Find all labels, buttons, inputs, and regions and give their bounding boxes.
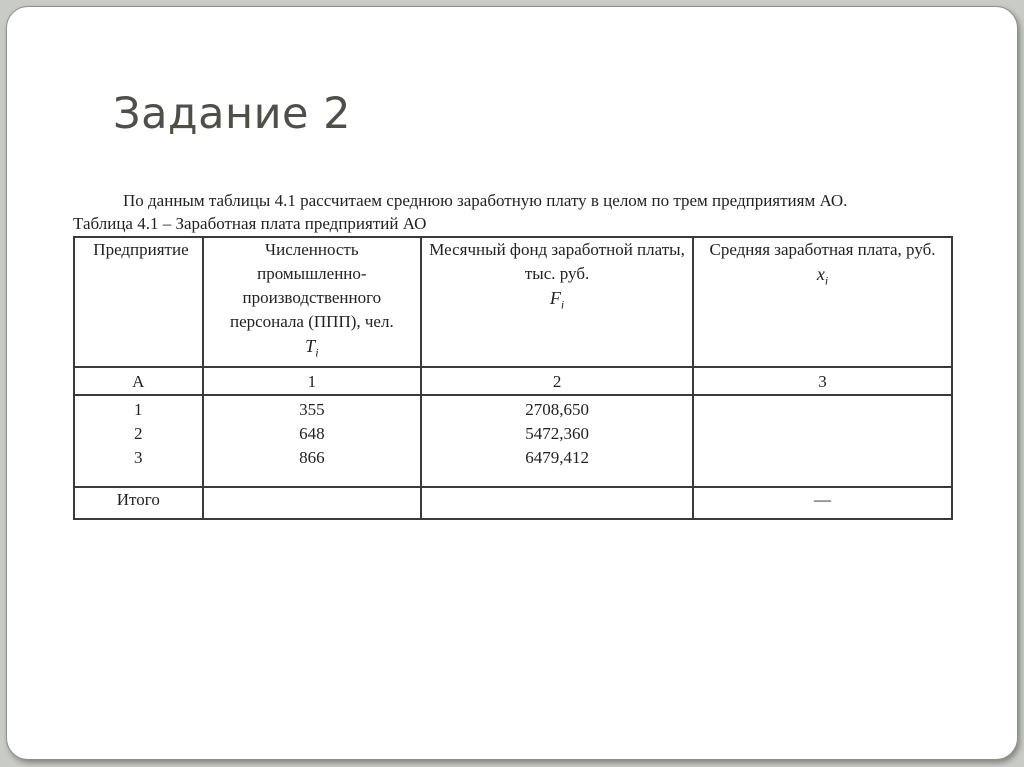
column-number: 1 [203, 367, 422, 395]
fund-cell [421, 395, 693, 487]
header-fund-text: Месячный фонд заработной платы, тыс. руб. [429, 240, 685, 283]
header-fund [421, 237, 693, 367]
staff-value: 866 [299, 448, 325, 467]
staff-value: 355 [299, 400, 325, 419]
staff-cell [203, 395, 422, 487]
header-staff-text: Численность промышленно-производственного персонала (ППП), чел. [229, 240, 394, 331]
header-avg-salary [693, 237, 952, 367]
table-caption: Таблица 4.1 – Заработная плата предприятий АО [73, 214, 427, 233]
column-number: 2 [421, 367, 693, 395]
slide [6, 6, 1018, 760]
total-label: Итого [74, 487, 203, 519]
header-fund-symbol: $F_i$ [549, 288, 565, 312]
total-fund-cell [421, 487, 693, 519]
enterprise-cell [74, 395, 203, 487]
intro-paragraph: По данным таблицы 4.1 рассчитаем среднюю заработную плату в целом по трем предприятиям АО. [123, 191, 848, 210]
fund-value: 6479,412 [525, 448, 589, 467]
header-staff-symbol: $T_i$ [305, 336, 319, 360]
header-staff [203, 237, 422, 367]
enterprise-value: 3 [134, 448, 143, 467]
enterprise-value: 1 [134, 400, 143, 419]
fund-value: 2708,650 [525, 400, 589, 419]
salary-table [73, 236, 953, 520]
staff-value: 648 [299, 424, 325, 443]
total-staff-cell [203, 487, 422, 519]
document-scan [73, 189, 953, 520]
header-enterprise-text: Предприятие [93, 240, 189, 259]
column-number: А [74, 367, 203, 395]
fund-value: 5472,360 [525, 424, 589, 443]
table-total-row [74, 487, 952, 519]
enterprise-value: 2 [134, 424, 143, 443]
column-number-row [74, 367, 952, 395]
header-avg-salary-symbol: $x_i$ [816, 264, 829, 288]
table-header-row [74, 237, 952, 367]
avg-salary-cell [693, 395, 952, 487]
header-avg-salary-text: Средняя заработная плата, руб. [709, 240, 936, 259]
table-data-row [74, 395, 952, 487]
column-number: 3 [693, 367, 952, 395]
total-avg-salary: — [693, 487, 952, 519]
slide-title: Задание 2 [113, 89, 352, 139]
header-enterprise [74, 237, 203, 367]
